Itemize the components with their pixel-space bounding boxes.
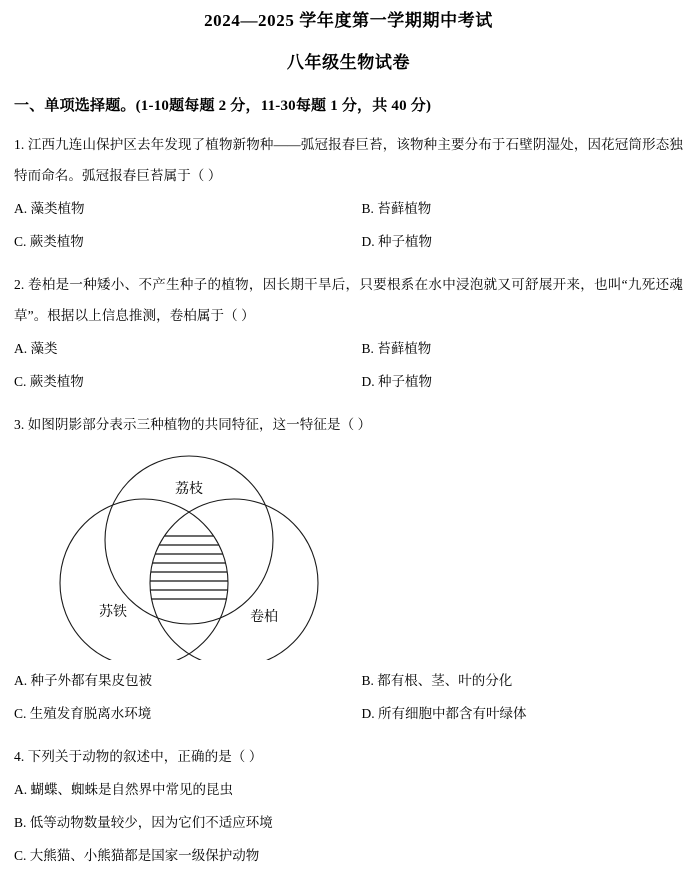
question-3-option-a[interactable]: A. 种子外都有果皮包被 [14,673,152,688]
question-3-option-d[interactable]: D. 所有细胞中都含有叶绿体 [361,706,527,721]
question-3-option-c[interactable]: C. 生殖发育脱离水环境 [14,706,152,721]
question-4-stem: 4. 下列关于动物的叙述中，正确的是（ ） [14,749,263,764]
question-3-options-row-1 [14,665,683,696]
venn-label-top: 荔枝 [175,480,203,496]
question-2-stem: 2. 卷柏是一种矮小、不产生种子的植物，因长期干旱后，只要根系在水中浸泡就又可舒展开来，也叫“九死还魂草”。根据以上信息推测，卷柏属于（ ） [14,277,683,323]
venn-label-bottom-left: 苏铁 [99,603,127,619]
venn-circle-bottom-right [150,499,318,660]
venn-intersection-hatch [130,536,250,599]
question-1-options-row-2 [14,226,683,257]
question-2-option-a[interactable]: A. 藻类 [14,341,58,356]
question-2-option-b[interactable]: B. 苔藓植物 [361,341,432,356]
question-1-option-b[interactable]: B. 苔藓植物 [361,201,432,216]
question-4-option-c[interactable]: C. 大熊猫、小熊猫都是国家一级保护动物 [14,848,260,863]
venn-circle-bottom-left [60,499,228,660]
question-1-stem: 1. 江西九连山保护区去年发现了植物新物种——弧冠报春巨苔，该物种主要分布于石壁阴湿处，因花冠筒形态独特而命名。弧冠报春巨苔属于（ ） [14,137,683,183]
section-heading-multiple-choice: 一、单项选择题。(1-10题每题 2 分，11-30每题 1 分，共 40 分) [14,98,432,114]
question-2-option-c[interactable]: C. 蕨类植物 [14,374,84,389]
question-2-options-row-1 [14,333,683,364]
page-subtitle: 八年级生物试卷 [286,53,411,72]
page-title: 2024—2025 学年度第一学期期中考试 [204,11,493,30]
question-2-options-row-2 [14,366,683,397]
question-1-options-row-1 [14,193,683,224]
question-4-option-b[interactable]: B. 低等动物数量较少，因为它们不适应环境 [14,815,273,830]
question-3-option-b[interactable]: B. 都有根、茎、叶的分化 [361,673,513,688]
question-2-option-d[interactable]: D. 种子植物 [361,374,432,389]
question-3-options-row-2 [14,698,683,729]
question-4-option-a[interactable]: A. 蝴蝶、蜘蛛是自然界中常见的昆虫 [14,782,233,797]
question-1-option-c[interactable]: C. 蕨类植物 [14,234,84,249]
venn-diagram [50,448,360,660]
question-3-figure [14,448,683,663]
question-1-option-d[interactable]: D. 种子植物 [361,234,432,249]
question-1-option-a[interactable]: A. 藻类植物 [14,201,85,216]
venn-label-bottom-right: 卷柏 [250,608,278,624]
exam-paper-page [0,7,697,863]
question-3-stem: 3. 如图阴影部分表示三种植物的共同特征，这一特征是（ ） [14,417,372,432]
